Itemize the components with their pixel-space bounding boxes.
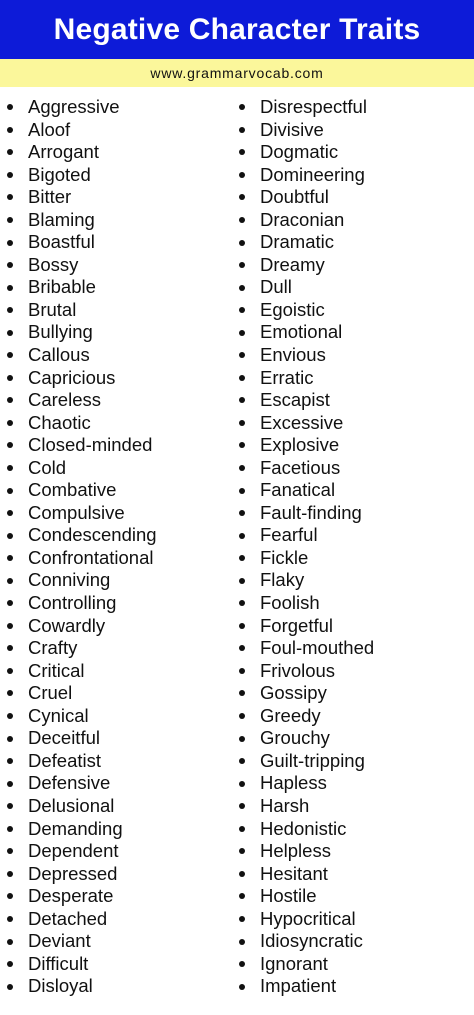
list-item — [238, 772, 374, 795]
trait-label: Careless — [28, 389, 101, 411]
list-item — [238, 975, 374, 998]
bullet-icon — [7, 217, 13, 223]
list-item — [6, 141, 157, 164]
trait-label: Fault-finding — [260, 501, 362, 523]
bullet-icon — [7, 713, 13, 719]
list-item — [6, 412, 157, 435]
trait-label: Excessive — [260, 411, 344, 433]
list-item — [6, 524, 157, 547]
trait-label: Dramatic — [260, 231, 335, 253]
list-item — [6, 795, 157, 818]
trait-label: Harsh — [260, 794, 310, 816]
bullet-icon — [7, 127, 13, 133]
bullet-icon — [7, 578, 13, 584]
bullet-icon — [239, 262, 245, 268]
bullet-icon — [7, 375, 13, 381]
bullet-icon — [239, 961, 245, 967]
bullet-icon — [239, 713, 245, 719]
list-item — [238, 254, 374, 277]
trait-label: Brutal — [28, 298, 77, 320]
list-item — [238, 367, 374, 390]
trait-label: Bribable — [28, 276, 96, 298]
trait-label: Compulsive — [28, 501, 125, 523]
bullet-icon — [239, 758, 245, 764]
trait-label: Fearful — [260, 524, 318, 546]
bullet-icon — [239, 533, 245, 539]
list-item — [238, 96, 374, 119]
trait-label: Controlling — [28, 592, 117, 614]
list-item — [238, 818, 374, 841]
list-item — [238, 795, 374, 818]
trait-label: Bitter — [28, 186, 72, 208]
trait-label: Egoistic — [260, 298, 325, 320]
trait-label: Chaotic — [28, 411, 91, 433]
list-item — [6, 254, 157, 277]
list-item — [6, 457, 157, 480]
trait-label: Disrespectful — [260, 96, 367, 117]
list-item — [6, 276, 157, 299]
list-item — [238, 705, 374, 728]
bullet-icon — [7, 826, 13, 832]
bullet-icon — [7, 285, 13, 291]
list-item — [6, 840, 157, 863]
trait-label: Fickle — [260, 546, 309, 568]
bullet-icon — [7, 262, 13, 268]
list-item — [238, 908, 374, 931]
trait-label: Hedonistic — [260, 817, 347, 839]
trait-label: Confrontational — [28, 546, 154, 568]
list-item — [238, 727, 374, 750]
list-item — [6, 502, 157, 525]
list-item — [6, 637, 157, 660]
bullet-icon — [239, 939, 245, 945]
list-item — [238, 750, 374, 773]
bullet-icon — [7, 352, 13, 358]
trait-label: Disloyal — [28, 975, 93, 997]
bullet-icon — [239, 488, 245, 494]
trait-label: Cruel — [28, 682, 73, 704]
trait-label: Callous — [28, 344, 90, 366]
bullet-icon — [7, 961, 13, 967]
list-item — [238, 863, 374, 886]
trait-label: Delusional — [28, 794, 115, 816]
trait-label: Bossy — [28, 253, 79, 275]
trait-label: Hesitant — [260, 862, 328, 884]
trait-label: Frivolous — [260, 659, 336, 681]
trait-label: Explosive — [260, 434, 340, 456]
list-item — [6, 705, 157, 728]
bullet-icon — [239, 240, 245, 246]
list-item — [238, 321, 374, 344]
list-item — [238, 276, 374, 299]
bullet-icon — [7, 420, 13, 426]
bullet-icon — [7, 240, 13, 246]
list-item — [6, 863, 157, 886]
trait-label: Hapless — [260, 772, 327, 794]
list-item — [6, 299, 157, 322]
bullet-icon — [7, 397, 13, 403]
list-item — [238, 457, 374, 480]
bullet-icon — [239, 104, 245, 110]
list-item — [238, 479, 374, 502]
trait-label: Deviant — [28, 930, 91, 952]
bullet-icon — [7, 848, 13, 854]
list-item — [238, 547, 374, 570]
trait-label: Condescending — [28, 524, 157, 546]
list-item — [6, 908, 157, 931]
list-item — [6, 367, 157, 390]
right-trait-list — [238, 96, 374, 998]
bullet-icon — [7, 803, 13, 809]
trait-label: Draconian — [260, 208, 345, 230]
list-item — [6, 727, 157, 750]
website-label: www.grammarvocab.com — [150, 65, 324, 81]
list-item — [6, 682, 157, 705]
bullet-icon — [7, 623, 13, 629]
bullet-icon — [7, 194, 13, 200]
list-item — [6, 389, 157, 412]
bullet-icon — [7, 916, 13, 922]
trait-label: Critical — [28, 659, 85, 681]
list-item — [6, 321, 157, 344]
trait-label: Defeatist — [28, 749, 102, 771]
trait-label: Boastful — [28, 231, 95, 253]
trait-label: Cold — [28, 456, 67, 478]
bullet-icon — [239, 645, 245, 651]
list-item — [6, 975, 157, 998]
trait-label: Envious — [260, 344, 326, 366]
trait-label: Cowardly — [28, 614, 106, 636]
bullet-icon — [239, 600, 245, 606]
trait-label: Demanding — [28, 817, 123, 839]
list-item — [6, 231, 157, 254]
trait-label: Conniving — [28, 569, 111, 591]
bullet-icon — [239, 420, 245, 426]
bullet-icon — [7, 330, 13, 336]
bullet-icon — [7, 104, 13, 110]
bullet-icon — [7, 533, 13, 539]
trait-label: Detached — [28, 907, 108, 929]
bullet-icon — [239, 375, 245, 381]
list-item — [238, 592, 374, 615]
bullet-icon — [239, 285, 245, 291]
list-item — [6, 96, 157, 119]
trait-label: Arrogant — [28, 141, 99, 163]
trait-label: Bigoted — [28, 163, 91, 185]
trait-label: Doubtful — [260, 186, 329, 208]
list-item — [6, 660, 157, 683]
list-item — [238, 502, 374, 525]
bullet-icon — [239, 194, 245, 200]
list-item — [6, 209, 157, 232]
title-banner — [0, 0, 474, 59]
bullet-icon — [7, 600, 13, 606]
list-item — [238, 141, 374, 164]
list-item — [6, 615, 157, 638]
bullet-icon — [239, 848, 245, 854]
list-item — [6, 772, 157, 795]
list-item — [6, 750, 157, 773]
list-item — [6, 930, 157, 953]
trait-label: Capricious — [28, 366, 116, 388]
bullet-icon — [239, 578, 245, 584]
trait-label: Dogmatic — [260, 141, 339, 163]
trait-label: Deceitful — [28, 727, 100, 749]
bullet-icon — [7, 736, 13, 742]
trait-label: Helpless — [260, 840, 331, 862]
list-item — [238, 840, 374, 863]
bullet-icon — [7, 307, 13, 313]
trait-label: Fanatical — [260, 479, 336, 501]
list-item — [238, 209, 374, 232]
list-item — [6, 547, 157, 570]
bullet-icon — [239, 330, 245, 336]
page-title: Negative Character Traits — [53, 12, 421, 46]
bullet-icon — [7, 442, 13, 448]
bullet-icon — [239, 352, 245, 358]
bullet-icon — [239, 172, 245, 178]
trait-label: Defensive — [28, 772, 111, 794]
list-item — [6, 479, 157, 502]
trait-label: Crafty — [28, 637, 78, 659]
list-item — [6, 569, 157, 592]
list-item — [238, 119, 374, 142]
list-item — [238, 953, 374, 976]
bullet-icon — [239, 803, 245, 809]
bullet-icon — [239, 826, 245, 832]
list-item — [238, 885, 374, 908]
bullet-icon — [239, 916, 245, 922]
bullet-icon — [239, 149, 245, 155]
trait-label: Combative — [28, 479, 117, 501]
list-item — [238, 930, 374, 953]
bullet-icon — [239, 893, 245, 899]
list-item — [6, 164, 157, 187]
trait-label: Escapist — [260, 389, 330, 411]
bullet-icon — [239, 690, 245, 696]
bullet-icon — [239, 668, 245, 674]
bullet-icon — [7, 645, 13, 651]
bullet-icon — [7, 668, 13, 674]
bullet-icon — [239, 984, 245, 990]
trait-label: Grouchy — [260, 727, 330, 749]
bullet-icon — [239, 555, 245, 561]
list-item — [6, 119, 157, 142]
trait-label: Closed-minded — [28, 434, 153, 456]
trait-label: Aggressive — [28, 96, 120, 117]
trait-label: Foul-mouthed — [260, 637, 375, 659]
list-item — [6, 592, 157, 615]
list-item — [238, 637, 374, 660]
bullet-icon — [7, 488, 13, 494]
trait-label: Difficult — [28, 952, 89, 974]
bullet-icon — [7, 510, 13, 516]
bullet-icon — [7, 149, 13, 155]
bullet-icon — [239, 623, 245, 629]
trait-label: Idiosyncratic — [260, 930, 363, 952]
trait-label: Foolish — [260, 592, 320, 614]
list-item — [238, 434, 374, 457]
list-item — [238, 412, 374, 435]
bullet-icon — [239, 217, 245, 223]
bullet-icon — [7, 690, 13, 696]
trait-label: Erratic — [260, 366, 314, 388]
list-item — [6, 186, 157, 209]
bullet-icon — [7, 984, 13, 990]
list-item — [238, 524, 374, 547]
trait-label: Emotional — [260, 321, 343, 343]
bullet-icon — [239, 397, 245, 403]
trait-label: Hostile — [260, 885, 317, 907]
trait-label: Aloof — [28, 118, 71, 140]
trait-label: Dreamy — [260, 253, 325, 275]
list-item — [6, 818, 157, 841]
bullet-icon — [239, 127, 245, 133]
website-banner — [0, 59, 474, 87]
trait-label: Greedy — [260, 704, 321, 726]
list-item — [6, 344, 157, 367]
bullet-icon — [7, 893, 13, 899]
list-item — [238, 569, 374, 592]
bullet-icon — [239, 871, 245, 877]
list-item — [238, 299, 374, 322]
list-item — [238, 186, 374, 209]
bullet-icon — [239, 307, 245, 313]
list-item — [238, 615, 374, 638]
trait-label: Impatient — [260, 975, 337, 997]
trait-label: Depressed — [28, 862, 118, 884]
bullet-icon — [7, 939, 13, 945]
bullet-icon — [239, 510, 245, 516]
trait-label: Ignorant — [260, 952, 328, 974]
trait-label: Dependent — [28, 840, 119, 862]
bullet-icon — [7, 555, 13, 561]
trait-label: Blaming — [28, 208, 95, 230]
trait-label: Dull — [260, 276, 292, 298]
trait-label: Guilt-tripping — [260, 749, 365, 771]
list-item — [238, 660, 374, 683]
bullet-icon — [239, 781, 245, 787]
bullet-icon — [7, 781, 13, 787]
trait-label: Cynical — [28, 704, 89, 726]
bullet-icon — [7, 758, 13, 764]
bullet-icon — [7, 871, 13, 877]
list-item — [6, 434, 157, 457]
trait-label: Desperate — [28, 885, 114, 907]
list-item — [238, 682, 374, 705]
list-item — [238, 231, 374, 254]
bullet-icon — [7, 465, 13, 471]
list-item — [6, 885, 157, 908]
list-item — [238, 389, 374, 412]
trait-label: Domineering — [260, 163, 365, 185]
bullet-icon — [239, 442, 245, 448]
bullet-icon — [239, 465, 245, 471]
left-trait-list — [6, 96, 157, 998]
trait-label: Bullying — [28, 321, 93, 343]
trait-label: Hypocritical — [260, 907, 356, 929]
list-item — [238, 164, 374, 187]
bullet-icon — [239, 736, 245, 742]
trait-label: Flaky — [260, 569, 305, 591]
trait-label: Forgetful — [260, 614, 334, 636]
bullet-icon — [7, 172, 13, 178]
trait-label: Gossipy — [260, 682, 327, 704]
list-item — [238, 344, 374, 367]
trait-label: Divisive — [260, 118, 324, 140]
list-item — [6, 953, 157, 976]
trait-label: Facetious — [260, 456, 341, 478]
